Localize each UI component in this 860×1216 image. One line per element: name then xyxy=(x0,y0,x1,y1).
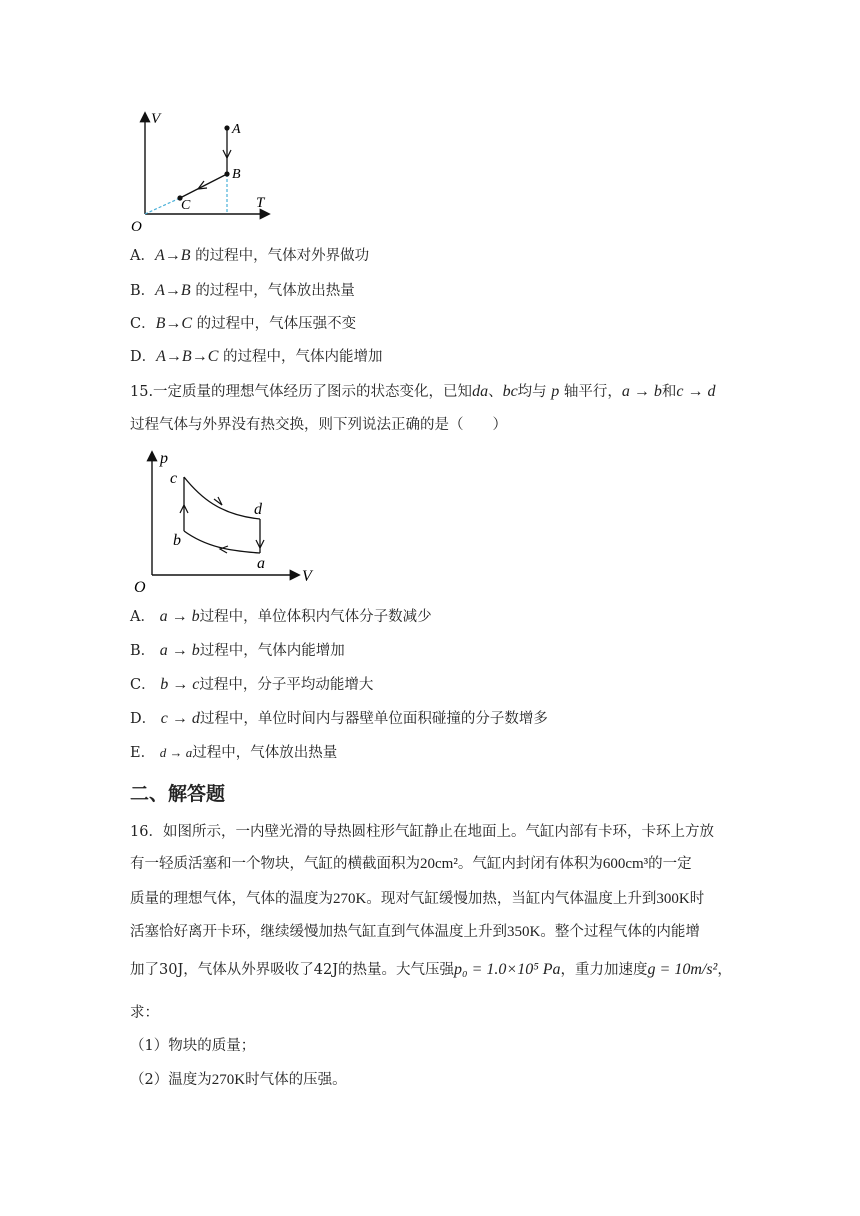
q15-option-b: B． a → b过程中，气体内能增加 xyxy=(130,642,345,659)
label-p: p xyxy=(160,450,168,467)
pv-graph-figure xyxy=(130,447,320,595)
label-o: O xyxy=(131,219,142,233)
curve-cd xyxy=(184,477,260,519)
q15-stem-line2: 过程气体与外界没有热交换，则下列说法正确的是（ ） xyxy=(130,417,507,433)
label-c: C xyxy=(181,198,191,213)
q15-option-e: E． d → a过程中，气体放出热量 xyxy=(130,745,338,761)
point-a xyxy=(224,125,229,130)
point-b xyxy=(224,171,229,176)
label-a: a xyxy=(257,555,265,572)
q14-option-a: A．A→B 的过程中，气体对外界做功 xyxy=(130,247,370,264)
label-c: c xyxy=(170,470,178,487)
label-d: d xyxy=(254,501,262,518)
q16-line6: 求： xyxy=(130,1005,159,1021)
q16-line4: 活塞恰好离开卡环，继续缓慢加热气缸直到气体温度上升到350K。整个过程气体的内能增 xyxy=(130,924,700,940)
q16-line1: 16．如图所示，一内壁光滑的导热圆柱形气缸静止在地面上。气缸内部有卡环，卡环上方放 xyxy=(130,824,714,840)
q16-line5: 加了30J，气体从外界吸收了42J的热量。大气压强p₀ = 1.0×10⁵ Pa，重力加速度g = 10m/s²， xyxy=(130,961,732,978)
label-b: B xyxy=(232,167,241,182)
section-heading: 二、解答题 xyxy=(130,783,226,805)
q16-line2: 有一轻质活塞和一个物块，气缸的横截面积为20cm²。气缸内封闭有体积为600cm³的一定 xyxy=(130,856,692,872)
vt-graph-figure xyxy=(128,108,278,233)
label-v: V xyxy=(302,568,312,585)
label-b: b xyxy=(173,532,181,549)
q16-sub1: （1）物块的质量； xyxy=(130,1038,256,1054)
label-v: V xyxy=(151,111,161,127)
q14-option-d: D．A→B→C 的过程中，气体内能增加 xyxy=(130,348,383,365)
q15-option-a: A． a → b过程中，单位体积内气体分子数减少 xyxy=(130,608,432,625)
q15-option-d: D． c → d过程中，单位时间内与器壁单位面积碰撞的分子数增多 xyxy=(130,710,548,727)
q16-line3: 质量的理想气体，气体的温度为270K。现对气缸缓慢加热，当缸内气体温度上升到300K时 xyxy=(130,891,705,907)
q15-option-c: C． b → c过程中，分子平均动能增大 xyxy=(130,676,374,693)
q16-sub2: （2）温度为270K时气体的压强。 xyxy=(130,1072,347,1088)
label-t: T xyxy=(256,195,265,211)
q14-option-c: C．B→C 的过程中，气体压强不变 xyxy=(130,315,357,332)
q14-option-b: B．A→B 的过程中，气体放出热量 xyxy=(130,282,355,299)
q15-stem-line1: 15.一定质量的理想气体经历了图示的状态变化，已知da、bc均与 p 轴平行，a → b和c → d xyxy=(130,383,716,400)
segment-bc xyxy=(180,174,227,198)
label-a: A xyxy=(232,122,241,137)
label-o: O xyxy=(134,579,146,595)
dashed-oc xyxy=(145,198,180,214)
